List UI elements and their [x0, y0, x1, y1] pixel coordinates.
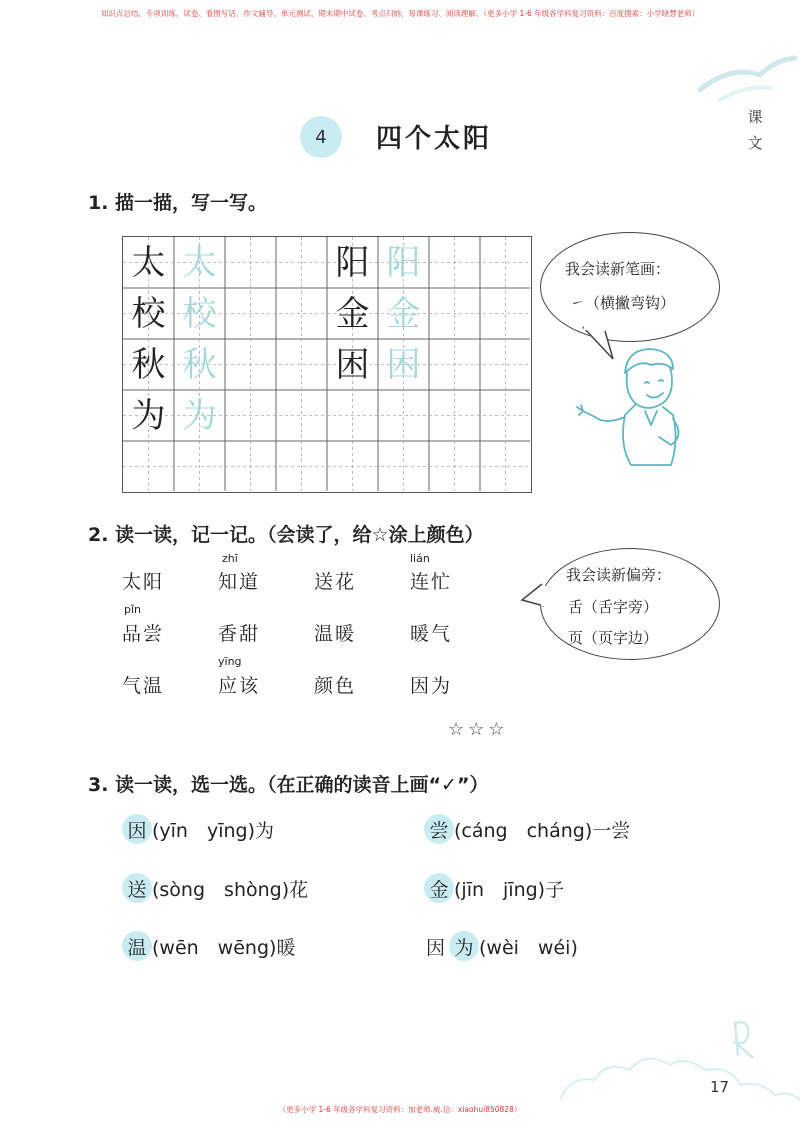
- bubble-radicals-line1: 我会读新偏旁：: [566, 566, 672, 584]
- vocab-word: 颜色: [314, 675, 357, 697]
- vocab-word: 因为: [410, 675, 453, 697]
- model-char: 秋: [131, 344, 166, 385]
- pinyin-note: zhī: [222, 552, 238, 565]
- section-3-title: 3. 读一读，选一选。（在正确的读音上画“✓”）: [88, 774, 489, 796]
- vocab-word: 知道: [218, 571, 261, 593]
- side-tab-char: 课: [747, 108, 763, 126]
- trace-char[interactable]: 太: [182, 242, 217, 283]
- page-number: 17: [710, 1078, 730, 1096]
- trace-char[interactable]: 秋: [182, 344, 217, 385]
- vocab-word: 气温: [122, 675, 165, 697]
- vocab-word: 应该: [218, 675, 261, 697]
- lesson-title: 四个太阳: [376, 124, 493, 154]
- model-char: 金: [335, 293, 370, 334]
- writing-grid: [122, 236, 532, 493]
- trace-char[interactable]: 金: [386, 293, 421, 334]
- pronunciation-item: [424, 873, 564, 903]
- item-prefix: 因: [426, 936, 446, 959]
- pronunciation-item: [122, 931, 295, 961]
- pinyin-note: pǐn: [124, 603, 142, 616]
- speech-bubble-strokes: [540, 232, 720, 342]
- pinyin-options[interactable]: (wèi wéi): [479, 936, 578, 959]
- bird-decoration-icon: [690, 50, 800, 110]
- trace-char[interactable]: 阳: [386, 242, 421, 283]
- item-suffix: 为: [255, 819, 275, 842]
- bubble-strokes-line1: 我会读新笔画：: [565, 260, 671, 278]
- pronunciation-item: [424, 814, 630, 844]
- item-suffix: 花: [289, 878, 309, 901]
- pinyin-options[interactable]: (cáng cháng): [454, 819, 593, 842]
- section-2-title: 2. 读一读，记一记。（会读了，给☆涂上颜色）: [88, 524, 484, 546]
- vocab-word: 品尝: [122, 623, 165, 645]
- item-suffix: 子: [545, 878, 565, 901]
- model-char: 阳: [335, 242, 370, 283]
- bubble-radicals-line2: 舌（舌字旁）: [568, 598, 659, 616]
- bubble-strokes-line2: ㇀（横撇弯钩）: [570, 294, 676, 312]
- boy-illustration-icon: [575, 345, 705, 475]
- pinyin-note: lián: [410, 552, 430, 565]
- highlighted-char: 尝: [424, 814, 454, 844]
- highlighted-char: 为: [449, 931, 479, 961]
- highlighted-char: 送: [122, 873, 152, 903]
- cloud-decoration-icon: [560, 1015, 800, 1110]
- vocab-word: 香甜: [218, 623, 261, 645]
- vocab-word: 送花: [314, 571, 357, 593]
- trace-char[interactable]: 困: [386, 344, 421, 385]
- model-char: 太: [131, 242, 166, 283]
- side-tab-char: 文: [747, 134, 763, 152]
- header-banner: 知识点总结、专项训练、试卷、看图写话、作文辅导、单元测试、期末期中试卷、考点归纳、每课练习、阅读理解、（更多小学 1-6 年级各学科复习资料：百度搜索：小学晓慧老师）: [100, 9, 700, 18]
- model-char: 困: [335, 344, 370, 385]
- highlighted-char: 因: [122, 814, 152, 844]
- bubble-tail-icon: [520, 580, 550, 614]
- bubble-radicals-line3: 页（页字边）: [568, 629, 659, 647]
- footer-banner: （更多小学 1-6 年级各学科复习资料：加老师.威.信：xiaohui850828）: [278, 1105, 522, 1114]
- vocab-word: 太阳: [122, 571, 165, 593]
- side-tab: [745, 104, 765, 156]
- highlighted-char: 金: [424, 873, 454, 903]
- model-char: 为: [131, 395, 166, 436]
- item-suffix: 暖: [276, 936, 296, 959]
- pinyin-options[interactable]: (yīn yīng): [152, 819, 256, 842]
- highlighted-char: 温: [122, 931, 152, 961]
- lesson-number-badge: 4: [300, 116, 342, 158]
- trace-char[interactable]: 校: [182, 293, 217, 334]
- pronunciation-item: [122, 814, 274, 844]
- vocab-word: 温暖: [314, 623, 357, 645]
- pronunciation-item: [122, 873, 308, 903]
- trace-char[interactable]: 为: [182, 395, 217, 436]
- pinyin-options[interactable]: (wēn wēng): [152, 936, 277, 959]
- section-1-title: 1. 描一描，写一写。: [88, 192, 268, 214]
- pinyin-options[interactable]: (sòng shòng): [152, 878, 290, 901]
- vocab-word: 连忙: [410, 571, 453, 593]
- pronunciation-item: [426, 931, 578, 961]
- rating-stars[interactable]: ☆☆☆: [448, 719, 509, 740]
- item-suffix: 一尝: [592, 819, 631, 842]
- vocab-word: 暖气: [410, 623, 453, 645]
- pinyin-options[interactable]: (jīn jīng): [454, 878, 546, 901]
- model-char: 校: [131, 293, 166, 334]
- pinyin-note: yīng: [218, 655, 242, 668]
